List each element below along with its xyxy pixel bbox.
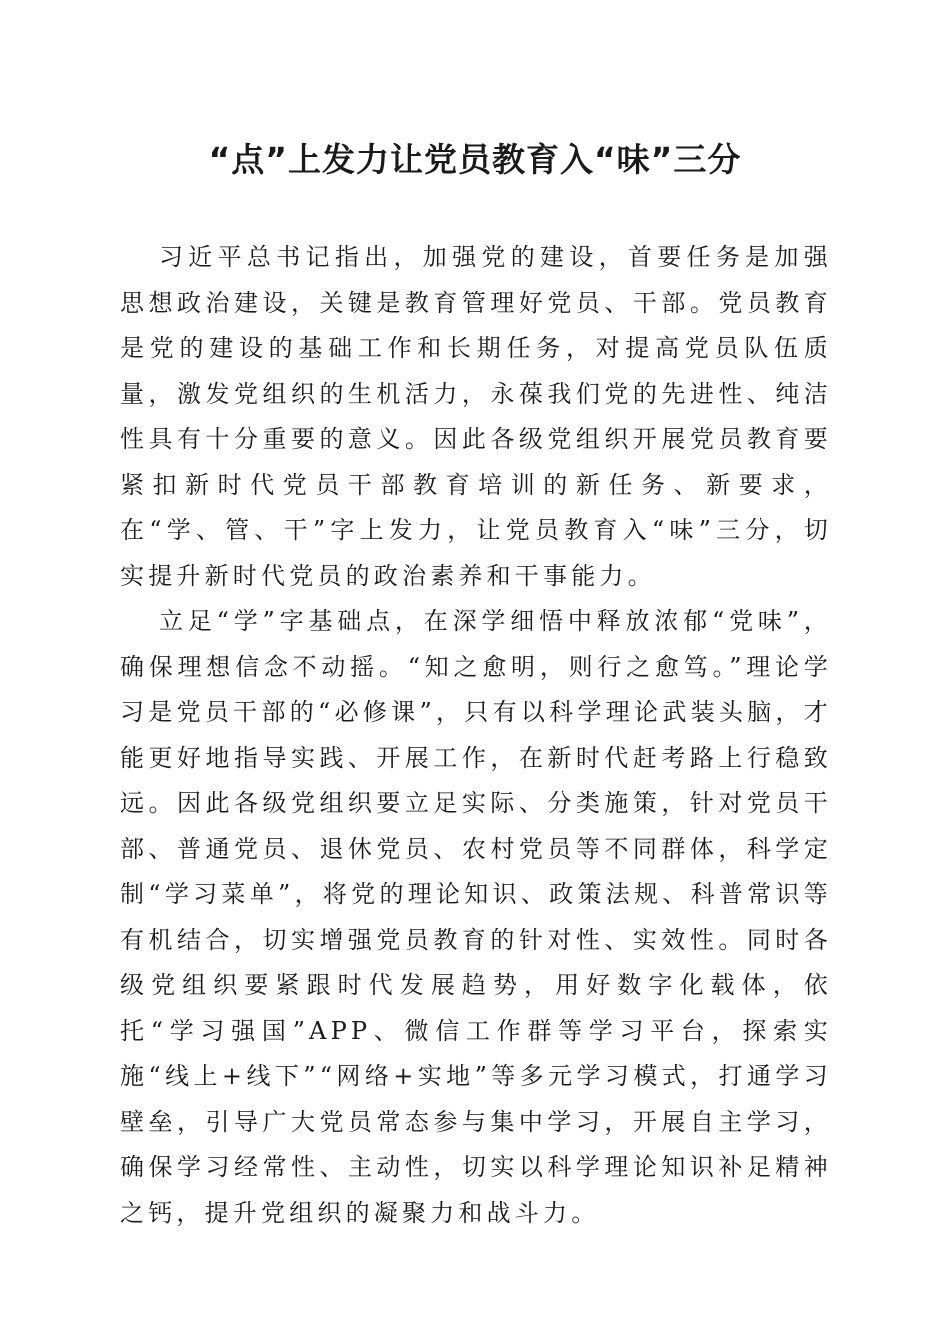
document-title: “点”上发力让党员教育入“味”三分: [208, 140, 742, 179]
paragraph-2: 立足“学”字基础点，在深学细悟中释放浓郁“党味”，确保理想信念不动摇。“知之愈明，则行之愈笃。”理论学习是党员干部的“必修课”，只有以科学理论武装头脑，才能更好地指导实践、开展工作，在新时代赶考路上行稳致远。因此各级党组织要立足实际、分类施策，针对党员干部、普通党员、退休党员、农村党员等不同群体，科学定制“学习菜单”，将党的理论知识、政策法规、科普常识等有机结合，切实增强党员教育的针对性、实效性。同时各级党组织要紧跟时代发展趋势，用好数字化载体，依托“学习强国”APP、微信工作群等学习平台，探索实施“线上+线下”“网络+实地”等多元学习模式，打通学习壁垒，引导广大党员常态参与集中学习，开展自主学习，确保学习经常性、主动性，切实以科学理论知识补足精神之钙，提升党组织的凝聚力和战斗力。: [120, 607, 832, 1227]
document-body: [120, 235, 832, 1236]
paragraph-1: 习近平总书记指出，加强党的建设，首要任务是加强思想政治建设，关键是教育管理好党员、干部。党员教育是党的建设的基础工作和长期任务，对提高党员队伍质量，激发党组织的生机活力，永葆我们党的先进性、纯洁性具有十分重要的意义。因此各级党组织开展党员教育要紧扣新时代党员干部教育培训的新任务、新要求，在“学、管、干”字上发力，让党员教育入“味”三分，切实提升新时代党员的政治素养和干事能力。: [120, 243, 832, 590]
